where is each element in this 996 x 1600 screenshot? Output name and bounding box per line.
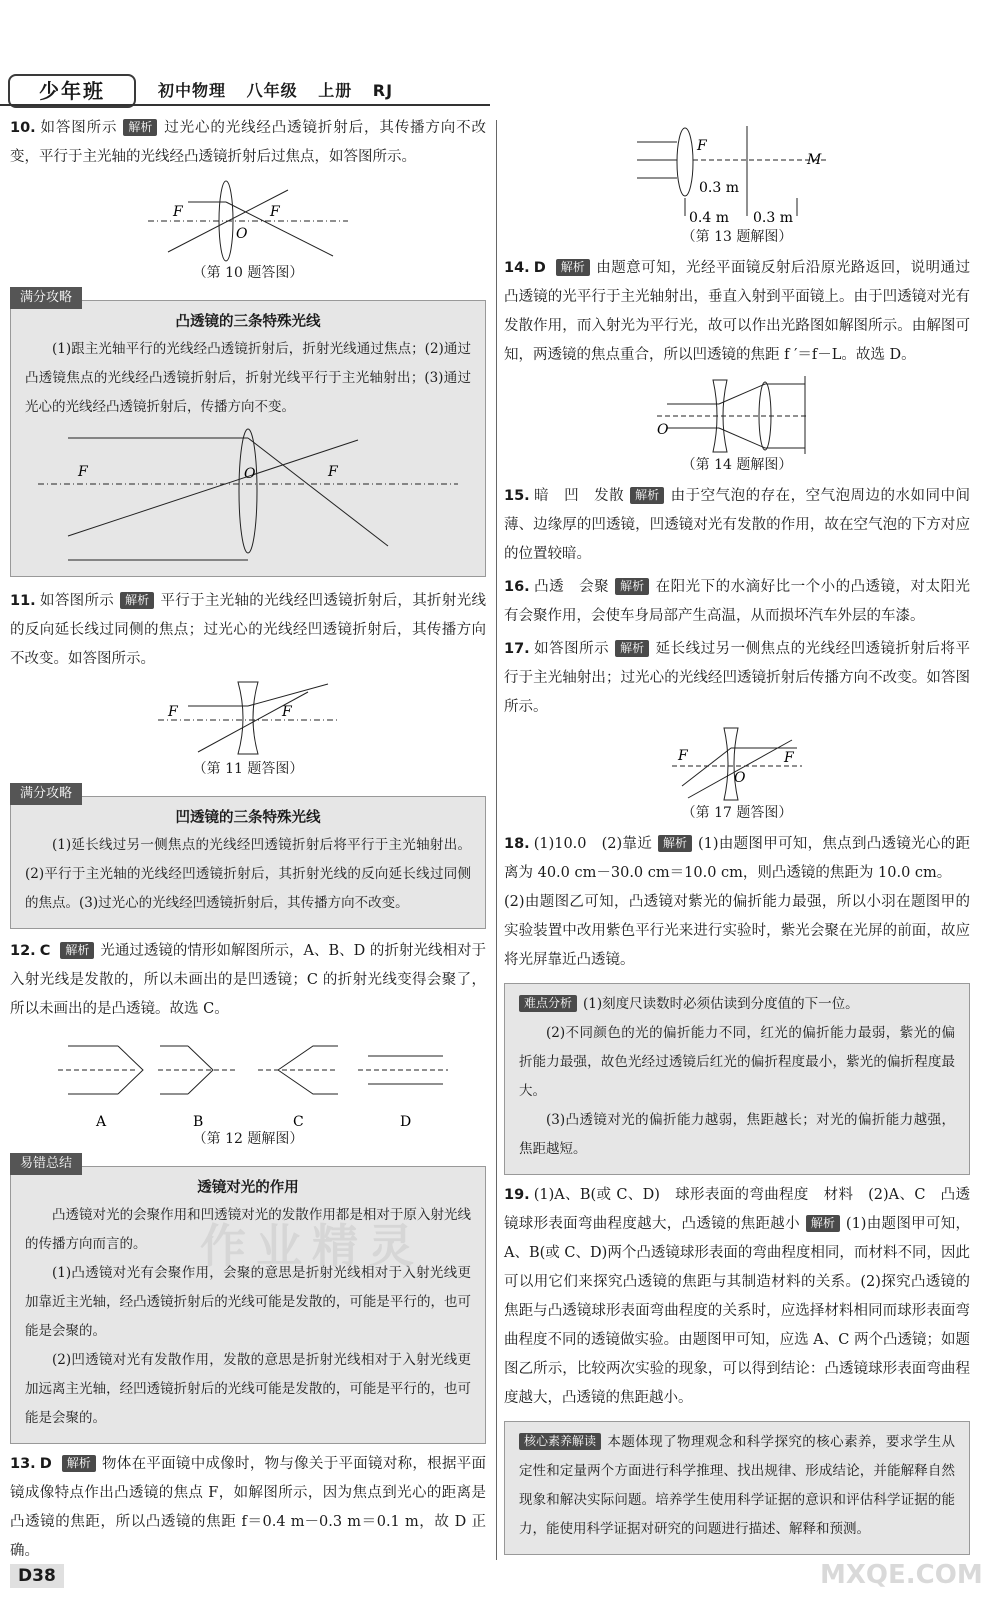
q18-tag: 解析 [658,835,692,852]
q11-f-right: F [282,704,292,720]
q13-ans: D [39,1456,52,1472]
box5-row [519,1428,955,1544]
column-divider [496,120,497,1560]
q11-caption: （第 11 题答图） [192,761,304,777]
q18-ans: (1)10.0 (2)靠近 [533,836,652,852]
q14-text: 由题意可知，光经平面镜反射后沿原光路返回，说明通过凸透镜的光平行于主光轴射出，垂直入射到平面镜上。由于凹透镜对光有发散作用，而入射光为平行光，故可以作出光路图如解图所示。由解图可知，两透镜的焦点重合，所以凹透镜的焦距 f ′＝f－L。故选 D。 [504,260,970,363]
box4-p1: (1)刻度尺读数时必须估读到分度值的下一位。 [583,996,859,1012]
q11-text: 平行于主光轴的光线经凹透镜折射后，其折射光线的反向延长线过同侧的焦点；过光心的光线经凹透镜折射后，其传播方向不改变。如答图所示。 [10,593,487,667]
q10-caption: （第 10 题答图） [192,265,304,281]
box2-tag: 满分攻略 [10,783,82,805]
q11-tag: 解析 [120,592,154,609]
q16-text: 在阳光下的水滴好比一个小的凸透镜，对太阳光有会聚作用，会使车身局部产生高温，从而损坏汽车外层的车漆。 [504,579,971,624]
q18-number: 18. [504,836,530,852]
subject-label: 初中物理 [158,81,227,100]
box1-body: (1)跟主光轴平行的光线经凸透镜折射后，折射光线通过焦点；(2)通过凸透镜焦点的光线经凸透镜折射后，折射光线平行于主光轴射出；(3)通过光心的光线经凸透镜折射后，传播方向不变。 [25,341,471,415]
q19-answer [504,1181,970,1413]
q11-answer [10,587,486,674]
box3-p3: (2)凹透镜对光有发散作用，发散的意思是折射光线相对于入射光线更加远离主光轴，经凹透镜折射后的光线可能是发散的，可能是平行的，也可能是会聚的。 [25,1352,471,1426]
q17-lead: 如答图所示 [533,641,610,657]
box1-figure [38,426,458,566]
q12-text: 光通过透镜的情形如解图所示，A、B、D 的折射光线相对于入射光线是发散的，所以未画出的是凹透镜；C 的折射光线变得会聚了，所以未画出的是凸透镜。故选 C。 [10,943,486,1017]
grade-label: 八年级 [246,81,298,100]
q13-d2: 0.4 m [689,210,729,226]
q13-text: 物体在平面镜中成像时，物与像关于平面镜对称，根据平面镜成像特点作出凸透镜的焦点 F，如解图所示，因为焦点到光心的距离是凸透镜的焦距，所以凸透镜的焦距 f＝0.4 m－0.3 m＝0.1 m，故 D 正确。 [10,1456,486,1559]
q13-answer [10,1450,486,1566]
box2-title: 凹透镜的三条特殊光线 [175,810,321,826]
tips-box-literacy [504,1421,970,1555]
box1-tag: 满分攻略 [10,287,82,309]
q19-tag: 解析 [806,1215,840,1232]
q13-m: M [807,152,822,168]
q11-f-left: F [168,704,178,720]
q12-answer [10,937,486,1024]
box2-body: (1)延长线过另一侧焦点的光线经凹透镜折射后将平行于主光轴射出。(2)平行于主光轴的光线经凹透镜折射后，其折射光线的反向延长线过同侧的焦点。(3)过光心的光线经凹透镜折射后，其传播方向不改变。 [25,837,471,911]
q18-part2: (2)由题图乙可知，凸透镜对紫光的偏折能力最强，所以小羽在题图甲的实验装置中改用紫色平行光来进行实验时，紫光会聚在光屏的前面，故应将光屏靠近凸透镜。 [504,894,970,968]
q15-ans: 暗 凹 发散 [533,488,625,504]
edition-label: RJ [372,81,394,100]
q13-number: 13. [10,1456,36,1472]
box1-f-right: F [328,464,338,480]
q12-label-d: D [400,1114,412,1128]
watermark-url: MXQE.COM [820,1560,983,1590]
q10-figure [148,176,348,262]
q18-text1: (1)由题图甲可知，焦点到凸透镜光心的距离为 40.0 cm－30.0 cm＝10.0 cm，则凸透镜的焦距为 10.0 cm。 [504,836,970,881]
q17-figure [672,726,802,802]
q12-label-a: A [96,1114,107,1128]
brand-logo: 少年班 [8,74,136,108]
box1-f-left: F [78,464,88,480]
q15-answer [504,482,970,569]
q16-ans: 凸透 会聚 [533,579,610,595]
q12-figure [38,1028,458,1128]
q14-o: O [657,422,669,438]
q17-f-right: F [784,750,794,766]
q10-tag: 解析 [123,119,157,136]
box3-tag: 易错总结 [10,1153,82,1175]
q14-ans: D [533,260,546,276]
q19-text: (1)由题图甲可知，A、B(或 C、D)两个凸透镜球形表面的弯曲程度相同，而材料不同，因此可以用它们来探究凸透镜的焦距与其制造材料的关系。(2)探究凸透镜的焦距与凸透镜球形表面弯曲程度的关系时，应选择材料相同而球形表面弯曲程度不同的透镜做实验。由题图甲可知，应选 A、C 两个凸透镜；如题图乙所示，比较两次实验的现象，可以得到结论：凸透镜球形表面弯曲程度越大，凸透镜的焦距越小。 [504,1216,971,1406]
tips-box-lens-effect [10,1156,486,1444]
box4-p2: (2)不同颜色的光的偏折能力不同，红光的偏折能力最弱，紫光的偏折能力最强，故色光经过透镜后红光的偏折程度最小，紫光的偏折程度最大。 [519,1025,955,1099]
q17-caption: （第 17 题答图） [681,805,793,821]
q11-number: 11. [10,593,36,609]
tips-box-difficulty [504,983,970,1175]
q14-figure [657,374,817,454]
q17-o: O [734,770,746,786]
q12-label-c: C [293,1114,304,1128]
header-info [158,78,393,101]
q16-tag: 解析 [615,578,649,595]
q14-caption: （第 14 题解图） [681,457,793,473]
q12-number: 12. [10,943,36,959]
q18-answer [504,830,970,888]
box3-p2: (1)凸透镜对光有会聚作用，会聚的意思是折射光线相对于入射光线更加靠近主光轴，经凸透镜折射后的光线可能是发散的，可能是平行的，也可能是会聚的。 [25,1265,471,1339]
q17-f-left: F [678,748,688,764]
q14-number: 14. [504,260,530,276]
q17-answer [504,635,970,722]
watermark-text: 作业精灵 [200,1219,424,1273]
q13-f: F [697,138,707,154]
box4-p1-row [519,990,955,1019]
tips-box-convex [10,290,486,577]
q10-answer [10,114,486,172]
q12-tag: 解析 [60,942,94,959]
q16-number: 16. [504,579,530,595]
q17-text: 延长线过另一侧焦点的光线经凹透镜折射后将平行于主光轴射出；过光心的光线经凹透镜折射后传播方向不改变。如答图所示。 [504,641,971,715]
q10-f-left: F [173,204,183,220]
q11-figure [158,678,338,758]
q15-tag: 解析 [630,487,664,504]
q17-number: 17. [504,641,530,657]
box5-text: 本题体现了物理观念和科学探究的核心素养，要求学生从定性和定量两个方面进行科学推理、找出规律、形成结论，并能解释自然现象和解决实际问题。培养学生使用科学证据的意识和评估科学证据的能力，能使用科学证据对研究的问题进行描述、解释和预测。 [519,1434,955,1537]
q16-answer [504,573,970,631]
q17-tag: 解析 [615,640,649,657]
q13-tag: 解析 [62,1455,96,1472]
q14-answer [504,254,970,370]
box1-title: 凸透镜的三条特殊光线 [175,314,321,330]
volume-label: 上册 [318,81,353,100]
box4-p3: (3)凸透镜对光的偏折能力越弱，焦距越长；对光的偏折能力越强，焦距越短。 [519,1112,955,1157]
left-column [10,114,486,1566]
q13-caption: （第 13 题解图） [681,229,793,245]
header-rule [0,104,490,106]
q14-tag: 解析 [556,259,590,276]
q13-d1: 0.3 m [699,180,739,196]
q12-caption: （第 12 题解图） [192,1131,304,1147]
box3-p1: 凸透镜对光的会聚作用和凹透镜对光的发散作用都是相对于原入射光线的传播方向而言的。 [25,1207,471,1252]
tips-box-concave [10,786,486,929]
box3-title: 透镜对光的作用 [197,1180,299,1196]
box5-tag: 核心素养解读 [519,1433,601,1450]
q15-text: 由于空气泡的存在，空气泡周边的水如同中间薄、边缘厚的凹透镜，凹透镜对光有发散的作用，故在空气泡的下方对应的位置较暗。 [504,488,971,562]
box4-tag: 难点分析 [519,995,577,1012]
q10-f-right: F [270,204,280,220]
right-column [504,122,970,1555]
q10-text: 过光心的光线经凸透镜折射后，其传播方向不改变，平行于主光轴的光线经凸透镜折射后过焦点，如答图所示。 [10,120,487,165]
q11-lead: 如答图所示 [39,593,115,609]
q12-ans: C [39,943,51,959]
q10-lead: 如答图所示 [39,120,118,136]
q19-ans: (1)A、B(或 C、D) 球形表面的弯曲程度 材料 (2)A、C 凸透镜球形表面弯曲程度越大，凸透镜的焦距越小 [504,1187,970,1232]
q19-number: 19. [504,1187,530,1203]
box1-o: O [244,466,256,482]
page-number: D38 [10,1564,64,1588]
q13-figure [637,126,837,226]
q10-o: O [236,226,248,242]
q13-d3: 0.3 m [753,210,793,226]
q12-label-b: B [193,1114,204,1128]
q15-number: 15. [504,488,530,504]
q10-number: 10. [10,120,36,136]
